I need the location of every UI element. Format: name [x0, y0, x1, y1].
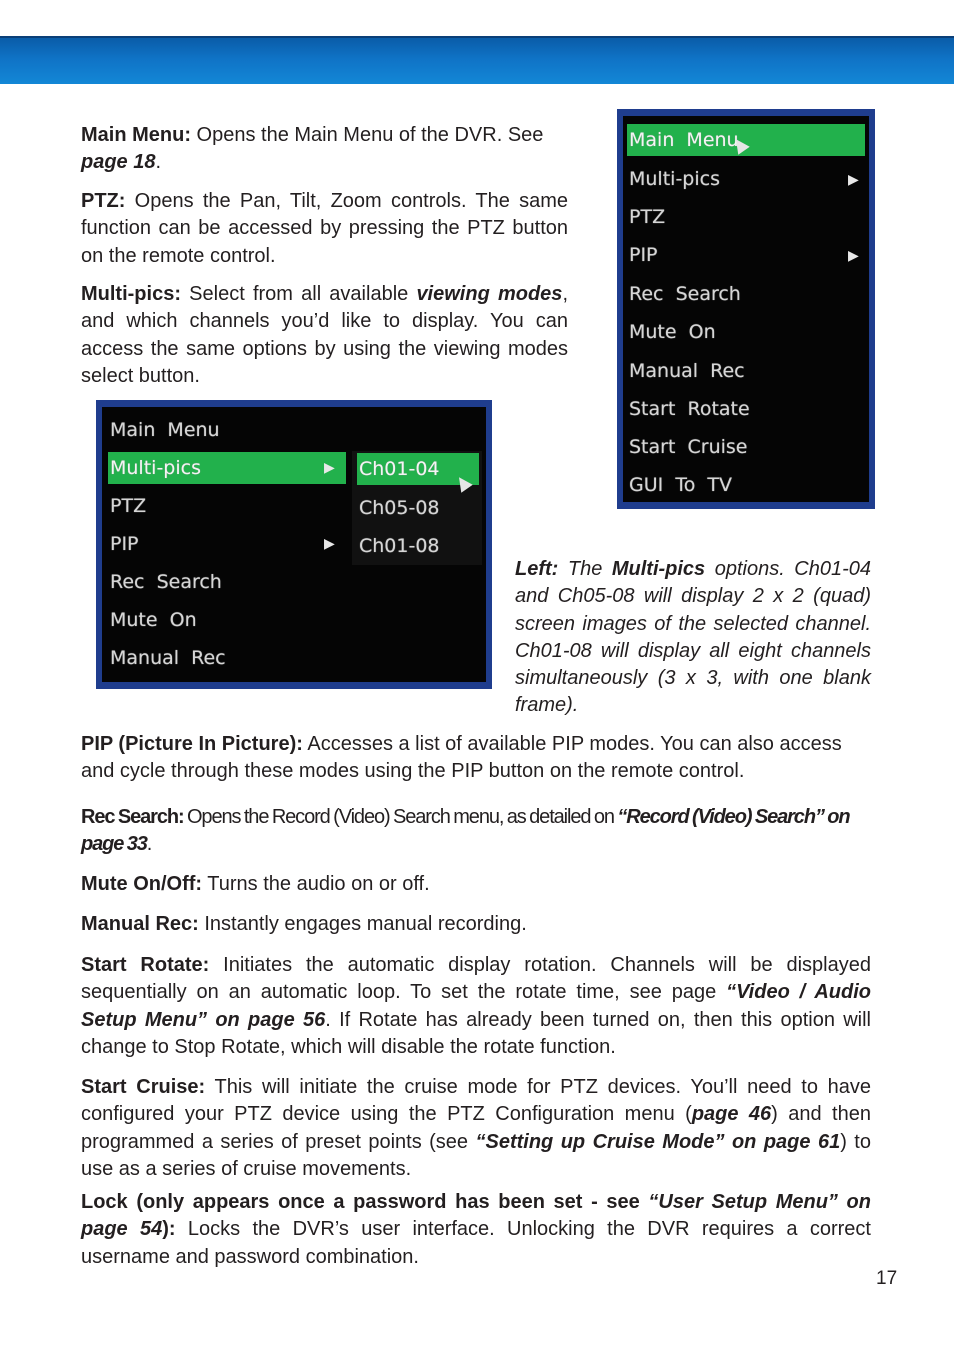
- menu-item-gui-to-tv[interactable]: GUI To TV: [629, 474, 732, 496]
- menu-item-mute-on[interactable]: Mute On: [629, 321, 716, 343]
- ref-start-cruise: page 46: [691, 1103, 772, 1126]
- submenu-arrow-icon: ▶: [848, 171, 859, 187]
- menu-item-rec-search[interactable]: Rec Search: [110, 571, 222, 593]
- term-manual-rec: Manual Rec:: [81, 913, 199, 935]
- term-start-cruise: Start Cruise:: [81, 1076, 206, 1098]
- menu-item-main-menu[interactable]: Main Menu: [110, 419, 220, 441]
- text-multipics: Select from all available: [181, 283, 417, 305]
- text-mute: Turns the audio on or off.: [202, 873, 430, 895]
- ref2-start-cruise: “Setting up Cruise Mode” on page 61: [475, 1130, 841, 1153]
- ref-rec-search: “Record (Video) Search” on page 33: [81, 806, 850, 856]
- ref-multipics: viewing modes: [416, 283, 563, 305]
- ref-main-menu: page 18: [81, 151, 156, 174]
- caption-term: Multi-pics: [611, 558, 706, 580]
- term-multipics: Multi-pics:: [81, 283, 181, 305]
- caption-text-2: options. Ch01-04 and Ch05-08 will display 2 x 2 (quad) screen images of the selected channel. Ch01-08 will display all eight channels simultaneously (3 x 3, with one blank frame).: [515, 558, 871, 717]
- ref-start-rotate: “Video / Audio Setup Menu” on page 56: [81, 981, 871, 1031]
- end-rec-search: .: [146, 833, 152, 856]
- text-lock: Locks the DVR’s user interface. Unlocking the DVR requires a correct username and password combination.: [81, 1218, 871, 1268]
- end-main-menu: .: [155, 151, 162, 174]
- text-manual-rec: Instantly engages manual recording.: [198, 913, 527, 935]
- pip-paragraph: [81, 731, 871, 786]
- menu-item-start-cruise[interactable]: Start Cruise: [629, 436, 748, 458]
- menu-item-multi-pics[interactable]: Multi-pics: [629, 168, 720, 190]
- menu-item-pip[interactable]: PIP: [110, 533, 139, 555]
- term-rec-search: Rec Search:: [81, 806, 184, 828]
- start-rotate-paragraph: [81, 952, 871, 1061]
- menu-item-rec-search[interactable]: Rec Search: [629, 283, 741, 305]
- text2-multipics: , and which channels you’d like to display. You can access the same options by using the viewing modes select button.: [81, 283, 568, 387]
- text-ptz: Opens the Pan, Tilt, Zoom controls. The same function can be accessed by pressing the PTZ button on the remote control.: [81, 190, 568, 267]
- menu-item-main-menu[interactable]: Main Menu: [627, 124, 865, 156]
- mute-paragraph: [81, 871, 871, 898]
- term-mute: Mute On/Off:: [81, 873, 203, 895]
- term-ptz: PTZ:: [81, 190, 126, 212]
- text-pip: Accesses a list of available PIP modes. You can also access and cycle through these modes using the PIP button on the remote control.: [81, 733, 842, 783]
- text2-start-rotate: . If Rotate has already been turned on, then this option will change to Stop Rotate, which will disable the rotate function.: [81, 1008, 871, 1058]
- caption-text: The: [558, 558, 612, 580]
- ptz-paragraph: [81, 188, 568, 270]
- multipics-menu-panel: [102, 407, 486, 682]
- menu-item-ptz[interactable]: PTZ: [110, 495, 147, 517]
- submenu-item-ch01-04[interactable]: Ch01-04: [357, 453, 479, 485]
- figure-caption: [515, 556, 871, 720]
- term-lock: Lock (only appears once a password has been set - see: [81, 1191, 649, 1213]
- rec-search-paragraph: [81, 804, 873, 859]
- main-menu-paragraph: [81, 122, 568, 177]
- menu-item-start-rotate[interactable]: Start Rotate: [629, 398, 750, 420]
- main-menu-panel: [623, 116, 869, 502]
- menu-item-manual-rec[interactable]: Manual Rec: [110, 647, 226, 669]
- menu-item-mute-on[interactable]: Mute On: [110, 609, 197, 631]
- menu-item-ptz[interactable]: PTZ: [629, 206, 666, 228]
- caption-lead: Left:: [515, 558, 559, 580]
- submenu-item-ch05-08[interactable]: Ch05-08: [359, 497, 440, 519]
- submenu-arrow-icon: ▶: [324, 535, 335, 551]
- ref-lock: “User Setup Menu” on page 54: [81, 1191, 871, 1241]
- menu-item-manual-rec[interactable]: Manual Rec: [629, 360, 745, 382]
- lock-paragraph: [81, 1189, 871, 1271]
- text-start-rotate: Initiates the automatic display rotation. Channels will be displayed sequentially on an automatic loop. To set the rotate time, see page: [81, 954, 871, 1004]
- menu-item-multi-pics[interactable]: Multi-pics: [108, 452, 346, 484]
- text-rec-search: Opens the Record (Video) Search menu, as detailed on: [183, 806, 618, 828]
- start-cruise-paragraph: [81, 1074, 871, 1183]
- multipics-paragraph: [81, 281, 568, 390]
- text-main-menu: Opens the Main Menu of the DVR. See: [191, 124, 544, 146]
- submenu-arrow-icon: ▶: [848, 247, 859, 263]
- page-number: 17: [876, 1268, 898, 1289]
- term-main-menu: Main Menu:: [81, 124, 191, 146]
- text2-start-cruise: ) and then programmed a series of preset points (see: [81, 1103, 871, 1153]
- term2-lock: ):: [162, 1218, 176, 1241]
- submenu-arrow-icon: ▶: [324, 459, 335, 475]
- manual-rec-paragraph: [81, 911, 871, 938]
- submenu-item-ch01-08[interactable]: Ch01-08: [359, 535, 440, 557]
- text3-start-cruise: ) to use as a series of cruise movements.: [81, 1130, 871, 1180]
- header-bar: [0, 36, 954, 84]
- term-pip: PIP (Picture In Picture):: [81, 733, 303, 755]
- text-start-cruise: This will initiate the cruise mode for PTZ devices. You’ll need to have configured your PTZ device using the PTZ Configuration menu (: [81, 1076, 872, 1126]
- multipics-menu-screenshot: [96, 400, 492, 689]
- menu-item-pip[interactable]: PIP: [629, 244, 658, 266]
- term-start-rotate: Start Rotate:: [81, 954, 210, 976]
- main-menu-screenshot: [617, 109, 875, 509]
